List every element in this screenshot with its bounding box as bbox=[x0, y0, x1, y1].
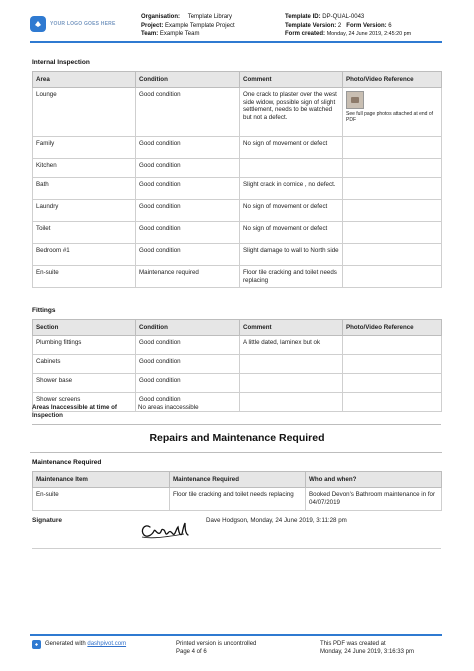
template-version-label: Template Version: bbox=[285, 22, 337, 29]
cell-condition: Good condition bbox=[136, 88, 240, 137]
cell-photo bbox=[343, 393, 442, 412]
template-id-label: Template ID: bbox=[285, 14, 321, 20]
cell-area: En-suite bbox=[33, 266, 136, 288]
footer-printed bbox=[176, 640, 296, 656]
footer-created bbox=[320, 640, 445, 656]
created-label: This PDF was created at bbox=[320, 641, 386, 647]
form-created-value: Monday, 24 June 2019, 2:45:20 pm bbox=[326, 31, 412, 37]
table-row bbox=[33, 200, 442, 222]
cell-comment bbox=[240, 355, 343, 374]
cell-photo bbox=[343, 137, 442, 159]
cell-area: Lounge bbox=[33, 88, 136, 137]
column-header-condition: Condition bbox=[136, 72, 240, 88]
header-template-column bbox=[285, 13, 445, 39]
cell-photo bbox=[343, 159, 442, 178]
document-header bbox=[30, 12, 442, 42]
cell-condition: Good condition bbox=[136, 222, 240, 244]
cell-condition: Good condition bbox=[136, 200, 240, 222]
organisation-label: Organisation: bbox=[141, 14, 181, 20]
cell-condition: Good condition bbox=[136, 355, 240, 374]
cell-section: Plumbing fittings bbox=[33, 336, 136, 355]
cell-condition: Maintenance required bbox=[136, 266, 240, 288]
table-row bbox=[33, 336, 442, 355]
footer-divider bbox=[30, 634, 442, 636]
footer-generated bbox=[32, 640, 126, 649]
cell-photo bbox=[343, 244, 442, 266]
column-header-comment: Comment bbox=[240, 320, 343, 336]
project-label: Project: bbox=[141, 22, 164, 29]
table-header-row bbox=[33, 320, 442, 336]
company-logo bbox=[30, 14, 130, 34]
column-header-area: Area bbox=[33, 72, 136, 88]
team-label: Team: bbox=[141, 31, 159, 37]
cell-comment: No sign of movement or defect bbox=[240, 222, 343, 244]
created-timestamp: Monday, 24 June 2019, 3:16:33 pm bbox=[320, 649, 414, 655]
internal-inspection-table bbox=[32, 71, 442, 288]
signature-label: Signature bbox=[32, 517, 62, 524]
cell-comment bbox=[240, 374, 343, 393]
inaccessible-label: Areas Inaccessible at time of Inspection bbox=[32, 404, 117, 419]
cell-area: Laundry bbox=[33, 200, 136, 222]
form-created-label: Form created: bbox=[285, 31, 326, 37]
table-row bbox=[33, 137, 442, 159]
project-value: Example Template Project bbox=[165, 22, 235, 29]
form-version-label: Form Version: bbox=[346, 22, 387, 29]
template-id-value: DP-QUAL-0043 bbox=[322, 14, 365, 20]
column-header-comment: Comment bbox=[240, 72, 343, 88]
column-header-section: Section bbox=[33, 320, 136, 336]
column-header-required: Maintenance Required bbox=[170, 472, 306, 488]
cell-comment: Slight damage to wall to North side bbox=[240, 244, 343, 266]
repairs-title: Repairs and Maintenance Required bbox=[149, 432, 325, 444]
cell-photo bbox=[343, 222, 442, 244]
signature-signer: Dave Hodgson, Monday, 24 June 2019, 3:11:28 pm bbox=[206, 517, 347, 524]
cell-comment: A little dated, laminex but ok bbox=[240, 336, 343, 355]
logo-text: YOUR LOGO GOES HERE bbox=[50, 21, 116, 27]
cell-area: Kitchen bbox=[33, 159, 136, 178]
cell-condition: Good condition bbox=[136, 137, 240, 159]
signature-image bbox=[138, 515, 194, 543]
inaccessible-value: No areas inaccessible bbox=[138, 404, 199, 411]
table-row bbox=[33, 159, 442, 178]
internal-inspection-title: Internal Inspection bbox=[32, 59, 90, 66]
table-row bbox=[33, 222, 442, 244]
cell-area: Toilet bbox=[33, 222, 136, 244]
header-org-column bbox=[141, 13, 279, 39]
cell-who: Booked Devon's Bathroom maintenance in for 04/07/2019 bbox=[306, 488, 442, 511]
column-header-item: Maintenance Item bbox=[33, 472, 170, 488]
cell-photo bbox=[343, 88, 442, 137]
column-header-photo: Photo/Video Reference bbox=[343, 72, 442, 88]
table-row bbox=[33, 88, 442, 137]
section-divider bbox=[30, 452, 442, 453]
table-header-row bbox=[33, 72, 442, 88]
cell-area: Family bbox=[33, 137, 136, 159]
organisation-value: Template Library bbox=[181, 14, 233, 20]
photo-note: See full page photos attached at end of PDF bbox=[346, 111, 434, 123]
table-row bbox=[33, 374, 442, 393]
page-number: Page 4 of 6 bbox=[176, 649, 207, 655]
cell-comment bbox=[240, 159, 343, 178]
cell-comment: One crack to plaster over the west side widow, possible sign of slight settlement, needs to be watched but not a defect. bbox=[240, 88, 343, 137]
cell-section: Shower screens bbox=[33, 393, 136, 412]
maintenance-required-title: Maintenance Required bbox=[32, 459, 102, 466]
table-row bbox=[33, 178, 442, 200]
cell-area: Bath bbox=[33, 178, 136, 200]
printed-notice: Printed version is uncontrolled bbox=[176, 641, 257, 647]
cell-photo bbox=[343, 355, 442, 374]
table-row bbox=[33, 266, 442, 288]
cell-condition: Good condition bbox=[136, 336, 240, 355]
logo-mark-icon bbox=[30, 16, 46, 32]
cell-condition: Good condition bbox=[136, 159, 240, 178]
cell-required: Floor tile cracking and toilet needs replacing bbox=[170, 488, 306, 511]
cell-item: En-suite bbox=[33, 488, 170, 511]
cell-photo bbox=[343, 336, 442, 355]
cell-photo bbox=[343, 266, 442, 288]
form-version-value: 6 bbox=[388, 22, 392, 29]
table-row bbox=[33, 488, 442, 511]
dashpivot-logo-icon bbox=[32, 640, 41, 649]
cell-condition: Good condition bbox=[136, 374, 240, 393]
generated-prefix: Generated with bbox=[45, 641, 86, 647]
cell-area: Bedroom #1 bbox=[33, 244, 136, 266]
dashpivot-link[interactable]: dashpivot.com bbox=[87, 641, 127, 647]
fittings-table bbox=[32, 319, 442, 412]
cell-photo bbox=[343, 374, 442, 393]
table-row bbox=[33, 355, 442, 374]
maintenance-table bbox=[32, 471, 442, 511]
team-value: Example Team bbox=[159, 31, 200, 37]
header-divider bbox=[30, 41, 442, 43]
cell-comment: Floor tile cracking and toilet needs replacing bbox=[240, 266, 343, 288]
column-header-who: Who and when? bbox=[306, 472, 442, 488]
cell-photo bbox=[343, 178, 442, 200]
cell-condition: Good condition bbox=[136, 244, 240, 266]
column-header-condition: Condition bbox=[136, 320, 240, 336]
cell-comment: No sign of movement or defect bbox=[240, 137, 343, 159]
cell-comment: Slight crack in cornice , no defect. bbox=[240, 178, 343, 200]
fittings-title: Fittings bbox=[32, 307, 56, 314]
cell-condition: Good condition bbox=[136, 393, 240, 412]
section-divider bbox=[32, 424, 441, 425]
template-version-value: 2 bbox=[337, 22, 342, 29]
cell-section: Shower base bbox=[33, 374, 136, 393]
section-divider bbox=[32, 548, 441, 549]
cell-comment: No sign of movement or defect bbox=[240, 200, 343, 222]
table-header-row bbox=[33, 472, 442, 488]
column-header-photo: Photo/Video Reference bbox=[343, 320, 442, 336]
photo-thumbnail[interactable] bbox=[346, 91, 364, 109]
cell-section: Cabinets bbox=[33, 355, 136, 374]
cell-photo bbox=[343, 200, 442, 222]
table-row bbox=[33, 244, 442, 266]
cell-condition: Good condition bbox=[136, 178, 240, 200]
